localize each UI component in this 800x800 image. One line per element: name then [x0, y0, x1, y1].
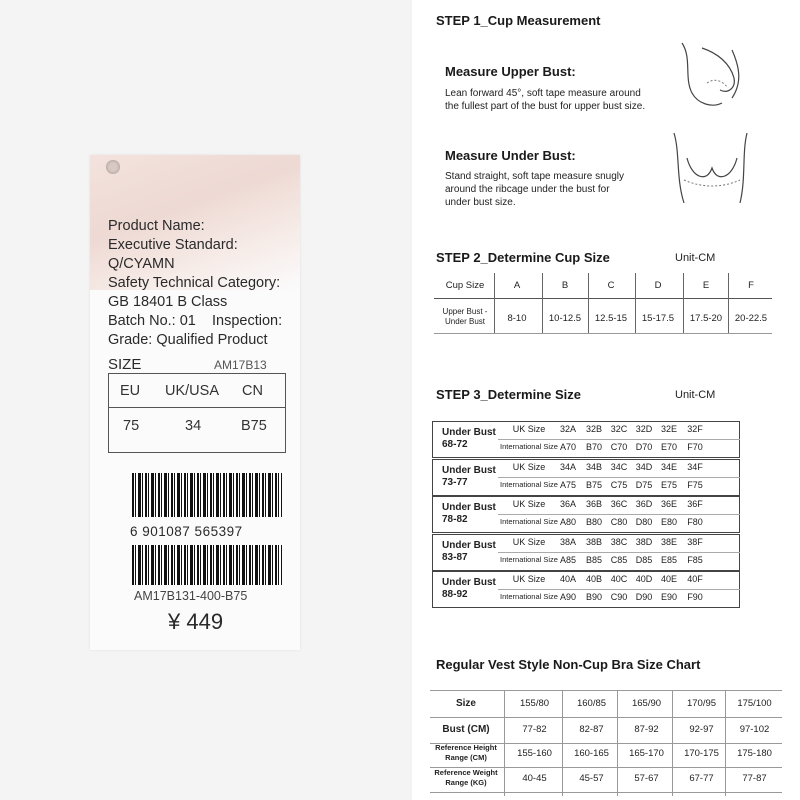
- cup-letter: D: [654, 280, 662, 291]
- tag-batch-no: Batch No.: 01: [108, 313, 196, 329]
- tag-product-name: Product Name:: [108, 218, 205, 234]
- size-header-cn: CN: [242, 383, 263, 399]
- uk-size-value: 32D: [635, 424, 653, 434]
- vest-value: 175/100: [737, 698, 772, 709]
- vest-value: 165-170: [629, 748, 664, 759]
- international-size-value: F70: [687, 442, 703, 452]
- size-guide-panel: [412, 0, 800, 800]
- international-size-label: International Size: [500, 592, 558, 601]
- uk-size-value: 34A: [559, 461, 576, 472]
- uk-size-value: 32C: [610, 424, 628, 434]
- size-table: [108, 373, 286, 453]
- uk-size-value: 34C: [610, 461, 628, 472]
- cup-size-row-label: Cup Size: [445, 280, 485, 291]
- under-bust-range: Under Bust 83-87: [442, 539, 496, 563]
- row-divider: [498, 439, 740, 440]
- upper-bust-desc: Lean forward 45°, soft tape measure around the fullest part of the bust for upper bust size.: [445, 88, 646, 112]
- international-size-value: E75: [660, 479, 677, 490]
- uk-size-value: 40D: [635, 574, 653, 584]
- step3-title: STEP 3_Determine Size: [436, 387, 581, 402]
- vest-value: 170/95: [686, 698, 717, 709]
- bust-difference-value: 12.5-15: [594, 313, 628, 324]
- vest-value: 45-57: [579, 773, 604, 784]
- under-bust-range: Under Bust 88-92: [442, 577, 496, 600]
- international-size-value: C90: [610, 592, 628, 602]
- under-bust-range: Under Bust 68-72: [442, 427, 496, 450]
- uk-size-value: 36D: [635, 499, 653, 509]
- divider: [434, 298, 772, 299]
- column-divider: [588, 273, 589, 333]
- vest-value: 82-87: [579, 724, 604, 735]
- price: ¥ 449: [168, 609, 224, 634]
- uk-size-value: 40F: [687, 574, 703, 584]
- step1-title: STEP 1_Cup Measurement: [436, 13, 601, 28]
- hang-hole-icon: [106, 160, 120, 174]
- barcode-number: 6 901087 565397: [130, 524, 243, 539]
- vest-value: 57-67: [634, 773, 659, 784]
- international-size-value: B75: [585, 479, 602, 490]
- barcode-2-text: AM17B131-400-B75: [134, 589, 248, 603]
- international-size-value: D90: [635, 592, 653, 602]
- international-size-value: C70: [610, 442, 628, 452]
- uk-size-value: 40B: [585, 574, 602, 584]
- international-size-label: International Size: [500, 554, 558, 564]
- international-size-value: E80: [660, 517, 677, 527]
- tag-standard-code: Q/CYAMN: [108, 256, 175, 272]
- size-value-ukusa: 34: [185, 418, 202, 434]
- cup-letter: C: [607, 280, 615, 291]
- bust-difference-value: 8-10: [507, 313, 527, 324]
- size-value-cn: B75: [241, 418, 267, 434]
- international-size-value: D70: [635, 442, 653, 452]
- tag-safety-category: Safety Technical Category:: [108, 275, 281, 291]
- vest-value: 155/80: [519, 698, 550, 709]
- barcode-2-icon: [132, 545, 282, 585]
- clothing-tag: [90, 155, 300, 650]
- international-size-value: B85: [585, 554, 602, 565]
- uk-size-value: 38B: [585, 536, 602, 547]
- international-size-value: F75: [687, 479, 703, 490]
- under-bust-figure-icon: [662, 128, 762, 208]
- row-divider: [430, 690, 782, 691]
- vest-value: 67-77: [689, 773, 714, 784]
- under-bust-range: Under Bust 78-82: [442, 502, 496, 525]
- uk-size-value: 34E: [660, 461, 677, 472]
- uk-size-value: 32F: [687, 424, 703, 434]
- uk-size-value: 32B: [585, 424, 602, 434]
- international-size-value: F80: [687, 517, 703, 527]
- uk-size-value: 38D: [635, 536, 653, 547]
- vest-value: 77-87: [742, 773, 767, 784]
- uk-size-value: 36F: [687, 499, 703, 509]
- international-size-value: D85: [635, 554, 653, 565]
- bust-difference-value: 15-17.5: [641, 313, 675, 324]
- international-size-value: E90: [660, 592, 677, 602]
- international-size-value: E85: [660, 554, 677, 565]
- vest-value: 175-180: [737, 748, 772, 759]
- tag-size-label: SIZE: [108, 356, 142, 373]
- uk-size-label: UK Size: [512, 499, 546, 509]
- column-divider: [672, 690, 673, 796]
- uk-size-value: 32A: [559, 424, 576, 434]
- vest-value: 160/85: [576, 698, 607, 709]
- upper-bust-title: Measure Upper Bust:: [445, 64, 576, 79]
- vest-row-label: Bust (CM): [442, 724, 490, 735]
- uk-size-value: 36B: [585, 499, 602, 509]
- vest-row-label: Reference Height Range (CM): [435, 743, 497, 762]
- row-divider: [498, 589, 740, 590]
- column-divider: [728, 273, 729, 333]
- international-size-value: B70: [585, 442, 602, 452]
- international-size-value: D80: [635, 517, 653, 527]
- column-divider: [542, 273, 543, 333]
- uk-size-value: 38A: [559, 536, 576, 547]
- row-divider: [498, 552, 740, 553]
- international-size-value: B90: [585, 592, 602, 602]
- cup-letter: E: [702, 280, 710, 291]
- tag-grade: Grade: Qualified Product: [108, 332, 268, 348]
- international-size-value: D75: [635, 479, 653, 490]
- column-divider: [617, 690, 618, 796]
- step2-title: STEP 2_Determine Cup Size: [436, 250, 610, 265]
- row-divider: [430, 792, 782, 793]
- tag-model: AM17B13: [214, 358, 267, 372]
- international-size-label: International Size: [500, 517, 558, 526]
- divider: [434, 333, 772, 334]
- cup-letter: F: [748, 280, 754, 291]
- uk-size-label: UK Size: [512, 536, 546, 547]
- step3-unit: Unit-CM: [675, 389, 716, 401]
- column-divider: [504, 690, 505, 796]
- vest-row-label: Reference Weight Range (KG): [434, 768, 498, 787]
- column-divider: [683, 273, 684, 333]
- tag-inspection: Inspection:: [212, 313, 283, 329]
- cup-letter: B: [561, 280, 569, 291]
- column-divider: [635, 273, 636, 333]
- vest-value: 40-45: [522, 773, 547, 784]
- international-size-value: A85: [559, 554, 576, 565]
- vest-value: 155-160: [517, 748, 552, 759]
- under-bust-title: Measure Under Bust:: [445, 148, 576, 163]
- international-size-value: A80: [559, 517, 576, 527]
- column-divider: [562, 690, 563, 796]
- uk-size-value: 40A: [559, 574, 576, 584]
- international-size-value: A70: [559, 442, 576, 452]
- international-size-value: A90: [559, 592, 576, 602]
- bust-difference-row-label: Upper Bust - Under Bust: [442, 307, 488, 326]
- vest-value: 97-102: [739, 724, 770, 735]
- vest-value: 87-92: [634, 724, 659, 735]
- vest-value: 160-165: [574, 748, 609, 759]
- uk-size-value: 32E: [660, 424, 677, 434]
- tag-executive-standard: Executive Standard:: [108, 237, 238, 253]
- row-divider: [498, 477, 740, 478]
- row-divider: [430, 717, 782, 718]
- uk-size-label: UK Size: [512, 574, 546, 584]
- uk-size-value: 34B: [585, 461, 602, 472]
- uk-size-value: 38E: [660, 536, 677, 547]
- uk-size-value: 40C: [610, 574, 628, 584]
- international-size-label: International Size: [500, 479, 558, 489]
- international-size-label: International Size: [500, 442, 558, 451]
- tag-safety-class: GB 18401 B Class: [108, 294, 228, 310]
- row-divider: [498, 514, 740, 515]
- international-size-value: B80: [585, 517, 602, 527]
- bust-difference-value: 10-12.5: [548, 313, 582, 324]
- vest-value: 165/90: [631, 698, 662, 709]
- uk-size-value: 34D: [635, 461, 653, 472]
- international-size-value: C80: [610, 517, 628, 527]
- international-size-value: C75: [610, 479, 628, 490]
- uk-size-value: 38F: [687, 536, 703, 547]
- uk-size-value: 34F: [687, 461, 703, 472]
- vest-value: 170-175: [684, 748, 719, 759]
- vest-row-label: Size: [455, 698, 476, 709]
- under-bust-desc: Stand straight, soft tape measure snugly around the ribcage under the bust for under bust size.: [445, 171, 624, 208]
- size-header-eu: EU: [120, 383, 141, 399]
- uk-size-label: UK Size: [512, 424, 546, 434]
- uk-size-value: 36E: [660, 499, 677, 509]
- step2-unit: Unit-CM: [675, 252, 716, 264]
- vest-title: Regular Vest Style Non-Cup Bra Size Chart: [436, 657, 701, 672]
- international-size-value: E70: [660, 442, 677, 452]
- bust-difference-value: 20-22.5: [734, 313, 768, 324]
- size-header-ukusa: UK/USA: [165, 383, 219, 399]
- upper-bust-figure-icon: [662, 38, 762, 113]
- international-size-value: A75: [559, 479, 576, 490]
- bust-difference-value: 17.5-20: [689, 313, 723, 324]
- column-divider: [494, 273, 495, 333]
- barcode-icon: [132, 473, 282, 517]
- size-value-eu: 75: [123, 418, 140, 434]
- vest-value: 77-82: [522, 724, 547, 735]
- international-size-value: F90: [687, 592, 703, 602]
- international-size-value: C85: [610, 554, 628, 565]
- vest-value: 92-97: [689, 724, 714, 735]
- uk-size-value: 38C: [610, 536, 628, 547]
- under-bust-range: Under Bust 73-77: [442, 464, 496, 488]
- column-divider: [725, 690, 726, 796]
- uk-size-label: UK Size: [512, 461, 546, 472]
- cup-letter: A: [513, 280, 521, 291]
- uk-size-value: 36A: [559, 499, 576, 509]
- uk-size-value: 40E: [660, 574, 677, 584]
- international-size-value: F85: [687, 554, 703, 565]
- uk-size-value: 36C: [610, 499, 628, 509]
